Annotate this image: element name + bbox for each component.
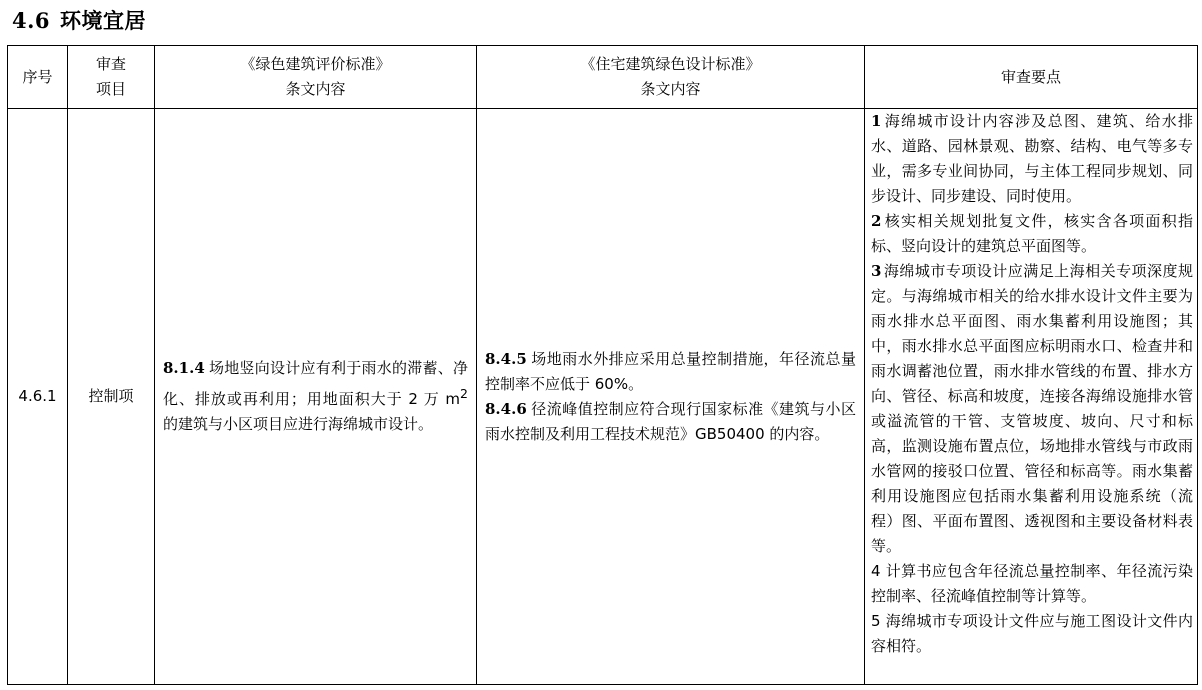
review-point-1-text: 海绵城市设计内容涉及总图、建筑、给水排水、道路、园林景观、勘察、结构、电气等多专业，需多专业间协同，与主体工程同步规划、同步设计、同步建设、同时使用。	[871, 112, 1193, 205]
review-table	[7, 45, 1198, 685]
header-std1-line1: 《绿色建筑评价标准》	[240, 55, 391, 73]
std1-clause-superscript: 2	[460, 386, 468, 401]
std2-clause-1-text: 场地雨水外排应采用总量控制措施，年径流总量控制率不应低于 60%。	[485, 349, 856, 393]
std2-clause-cell	[477, 109, 865, 685]
header-points: 审查要点	[865, 46, 1198, 109]
std1-clause	[163, 356, 468, 437]
review-point-2-number: 2	[871, 212, 882, 230]
std2-clause-2	[485, 397, 856, 447]
header-item-line1: 审查	[95, 55, 126, 73]
review-point-5-text: 海绵城市专项设计文件应与施工图设计文件内容相符。	[871, 612, 1193, 655]
section-title: 环境宜居	[60, 8, 147, 33]
review-point-5	[871, 609, 1193, 659]
std2-clause-1	[485, 347, 856, 397]
review-point-4-text: 计算书应包含年径流总量控制率、年径流污染控制率、径流峰值控制等计算等。	[871, 562, 1193, 605]
header-item-line2: 项目	[95, 80, 126, 98]
header-std2-line1: 《住宅建筑绿色设计标准》	[580, 55, 761, 73]
review-point-3-text: 海绵城市专项设计应满足上海相关专项深度规定。与海绵城市相关的给水排水设计文件主要为雨水排水总平面图、雨水集蓄利用设施图；其中，雨水排水总平面图应标明雨水口、检查井和雨水调蓄池位置，雨水排水管线的布置、排水方向、管径、标高和坡度，连接各海绵设施排水管或溢流管的干管、支管坡度、坡向、尺寸和标高，监测设施布置点位，场地排水管线与市政雨水管网的接驳口位置、管径和标高等。雨水集蓄利用设施图应包括雨水集蓄利用设施系统（流程）图、平面布置图、透视图和主要设备材料表等。	[871, 262, 1193, 555]
table-row	[8, 109, 1198, 685]
std2-clause-2-number: 8.4.6	[485, 399, 527, 418]
review-points-cell	[865, 109, 1198, 685]
header-std1	[155, 46, 477, 109]
row-item: 控制项	[68, 109, 155, 685]
section-heading	[12, 5, 146, 35]
std1-clause-number: 8.1.4	[163, 359, 205, 377]
header-seq: 序号	[8, 46, 68, 109]
table-header-row	[8, 46, 1198, 109]
review-point-2-text: 核实相关规划批复文件，核实含各项面积指标、竖向设计的建筑总平面图等。	[871, 212, 1193, 255]
section-number: 4.6	[12, 8, 51, 33]
std1-clause-text-b: 的建筑与小区项目应进行海绵城市设计。	[163, 415, 434, 433]
std2-clause-1-number: 8.4.5	[485, 349, 527, 368]
review-point-1-number: 1	[871, 112, 882, 130]
std2-clause-2-text: 径流峰值控制应符合现行国家标准《建筑与小区雨水控制及利用工程技术规范》GB50400 的内容。	[485, 399, 856, 443]
header-std2-line2: 条文内容	[640, 80, 701, 98]
review-point-3-number: 3	[871, 262, 882, 280]
header-std2	[477, 46, 865, 109]
header-std1-line2: 条文内容	[285, 80, 346, 98]
row-seq: 4.6.1	[8, 109, 68, 685]
std1-clause-text-a: 场地竖向设计应有利于雨水的滞蓄、净化、排放或再利用；用地面积大于 2 万 m	[163, 359, 468, 408]
std1-clause-cell	[155, 109, 477, 685]
review-point-4	[871, 559, 1193, 609]
review-point-2	[871, 209, 1193, 259]
review-point-3	[871, 259, 1193, 559]
review-point-1	[871, 109, 1193, 209]
review-point-5-number: 5	[871, 612, 881, 630]
review-point-4-number: 4	[871, 562, 881, 580]
header-item	[68, 46, 155, 109]
